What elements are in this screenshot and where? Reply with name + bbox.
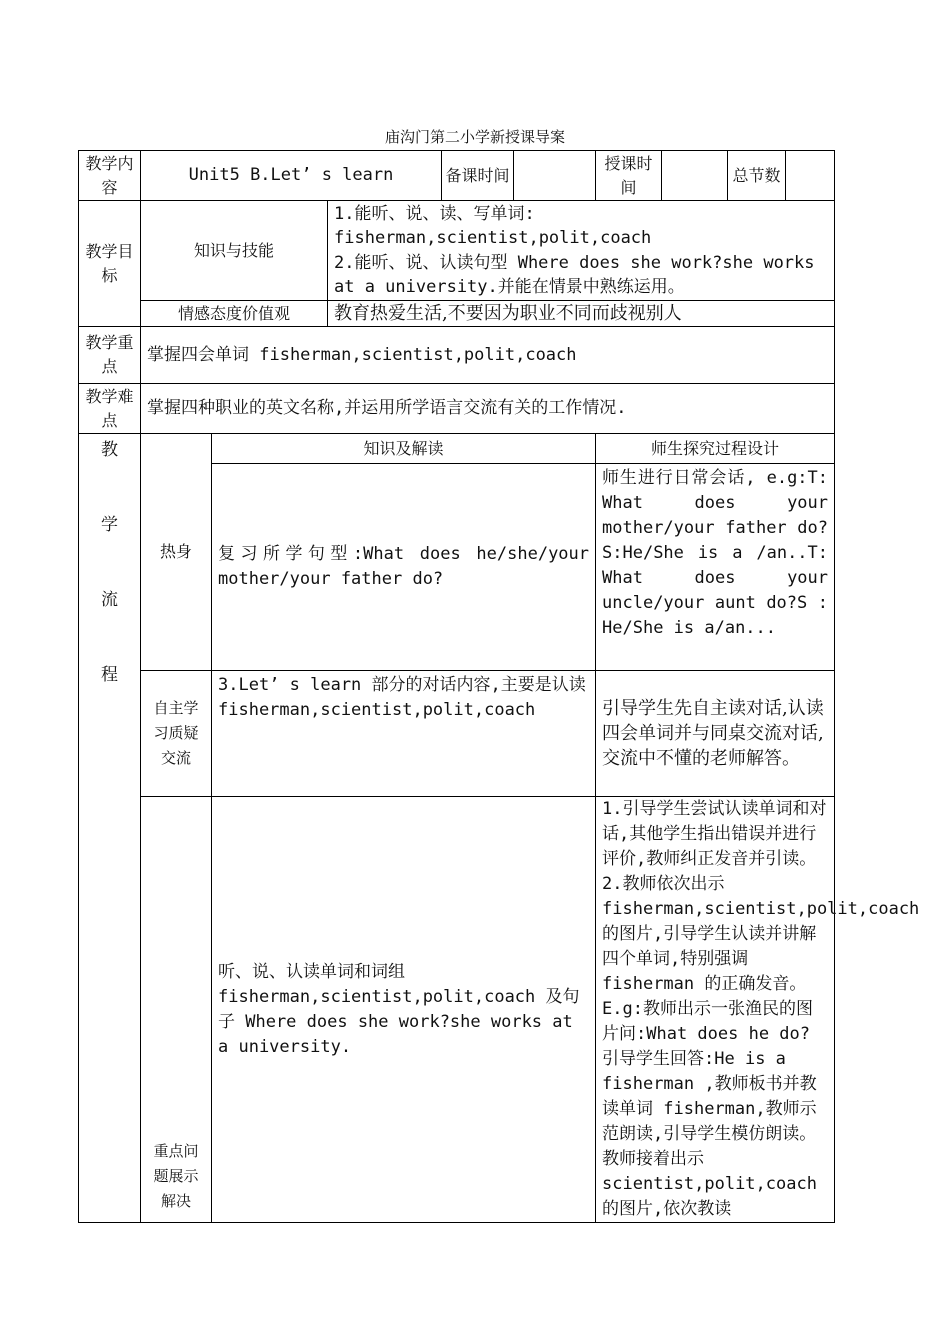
total-value [786, 151, 835, 201]
self-study-design: 引导学生先自主读对话,认读四会单词并与同桌交流对话,交流中不懂的老师解答。 [596, 671, 835, 797]
flow-row-key-problem [79, 797, 835, 1223]
flow-char-3: 流 [101, 590, 118, 610]
emotion-value: 教育热爱生活,不要因为职业不同而歧视别人 [328, 301, 835, 327]
flow-label [79, 434, 141, 1223]
content-value: Unit5 B.Let’ s learn [141, 151, 442, 201]
stage-warmup: 热身 [141, 434, 212, 671]
col-header-design: 师生探究过程设计 [596, 434, 835, 464]
key-point-row [79, 327, 835, 384]
knowledge-line-2: fisherman,scientist,polit,coach [334, 228, 652, 248]
goals-knowledge-row [79, 201, 835, 301]
col-header-knowledge: 知识及解读 [212, 434, 596, 464]
flow-char-4: 程 [101, 665, 118, 685]
self-study-knowledge: 3.Let’ s learn 部分的对话内容,主要是认读 fisherman,scientist,polit,coach [212, 671, 596, 797]
difficulty-label: 教学难点 [79, 384, 141, 434]
key-problem-knowledge: 听、说、认读单词和词组 fisherman,scientist,polit,coach 及句子 Where does she work?she works at a university. [212, 797, 596, 1223]
key-point-value: 掌握四会单词 fisherman,scientist,polit,coach [141, 327, 835, 384]
document-title: 庙沟门第二小学新授课导案 [384, 128, 565, 146]
warmup-design: 师生进行日常会话, e.g:T: What does your mother/your father do? S:He/She is a /an..T: What does your uncle/your aunt do?S : He/She is a/an... [596, 464, 835, 671]
prep-time-label: 备课时间 [442, 151, 514, 201]
key-problem-design: 1.引导学生尝试认读单词和对话,其他学生指出错误并进行评价,教师纠正发音并引读。2.教师依次出示 fisherman,scientist,polit,coach 的图片,引导学生认读并讲解四个单词,特别强调 fisherman 的正确发音。E.g:教师出示一张渔民的图片问:What does he do? 引导学生回答:He is a fisherman ,教师板书并教读单词 fisherman,教师示范朗读,引导学生模仿朗读。教师接着出示 scientist,polit,coach 的图片,依次教读 [596, 797, 835, 1223]
flow-row-self-study [79, 671, 835, 797]
knowledge-line-1: 1.能听、说、读、写单词: [334, 203, 535, 224]
content-label: 教学内容 [79, 151, 141, 201]
prep-time-value [514, 151, 596, 201]
total-label: 总节数 [728, 151, 786, 201]
header-row [79, 151, 835, 201]
difficulty-row [79, 384, 835, 434]
teach-time-value [662, 151, 728, 201]
lesson-plan-table [78, 150, 920, 1223]
stage-key-problem: 重点问题展示解决 [141, 797, 212, 1223]
stage-self-study: 自主学习质疑交流 [141, 671, 212, 797]
difficulty-value: 掌握四种职业的英文名称,并运用所学语言交流有关的工作情况. [141, 384, 835, 434]
warmup-knowledge: 复习所学句型:What does he/she/your mother/your father do? [212, 464, 596, 671]
goals-emotion-row [79, 301, 835, 327]
flow-char-1: 教 [101, 440, 118, 460]
goals-label: 教学目标 [79, 201, 141, 327]
teach-time-label: 授课时间 [596, 151, 662, 201]
emotion-label: 情感态度价值观 [141, 301, 328, 327]
flow-header-row [79, 434, 835, 464]
knowledge-skill-label: 知识与技能 [141, 201, 328, 301]
knowledge-skill-value [328, 201, 835, 301]
knowledge-line-3: 2.能听、说、认读句型 Where does she work?she works at a university.并能在情景中熟练运用。 [334, 252, 815, 297]
key-point-label: 教学重点 [79, 327, 141, 384]
flow-char-2: 学 [101, 515, 118, 535]
